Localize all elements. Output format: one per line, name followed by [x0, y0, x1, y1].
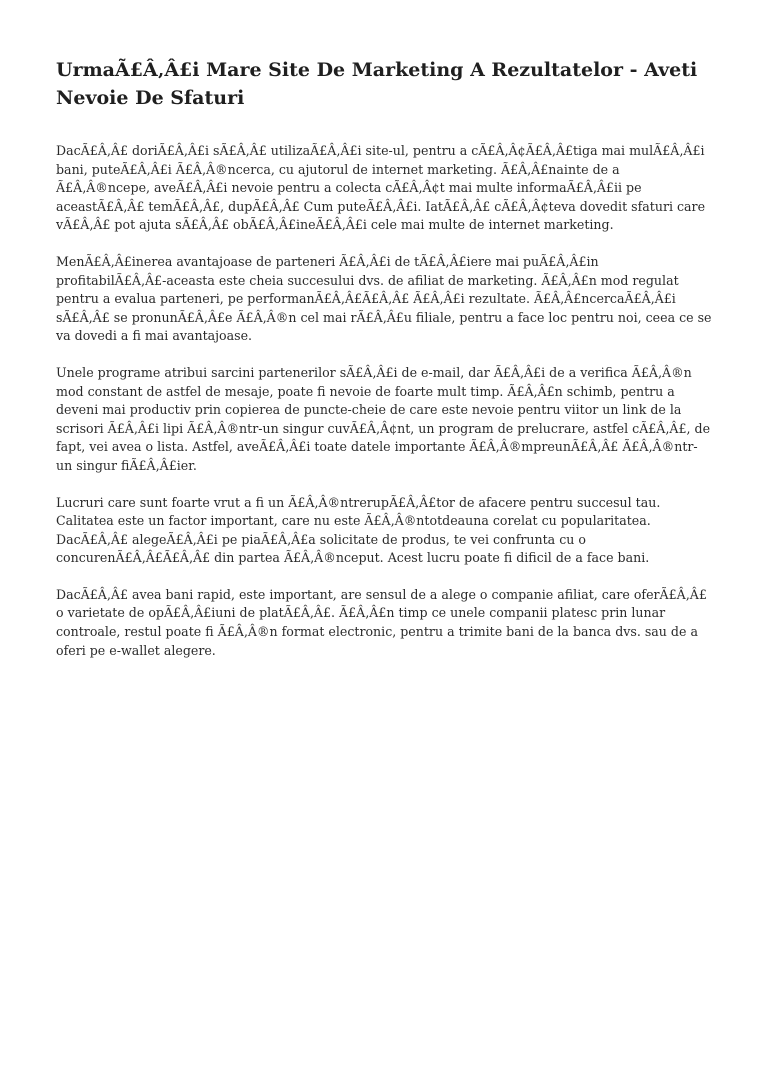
page-title: UrmaÃ£Â‚Â£i Mare Site De Marketing A Rezultatelor - Aveti Nevoie De Sfaturi	[56, 59, 698, 109]
paragraph-1: DacÃ£Â‚Â£ doriÃ£Â‚Â£i sÃ£Â‚Â£ utilizaÃ£Â‚Â£i site-ul, pentru a cÃ£Â‚Â¢Ã£Â‚Â£tiga mai mulÃ£Â‚Â£i bani, puteÃ£Â‚Â£i Ã£Â‚Â®ncerca, cu ajutorul de internet marketing. Ã£Â‚Â£nainte de a Ã£Â‚Â®ncepe, aveÃ£Â‚Â£i nevoie pentru a colecta cÃ£Â‚Â¢t mai multe informaÃ£Â‚Â£ii pe aceastÃ£Â‚Â£ temÃ£Â‚Â£, dupÃ£Â‚Â£ Cum puteÃ£Â‚Â£i. IatÃ£Â‚Â£ cÃ£Â‚Â¢teva dovedit sfaturi care vÃ£Â‚Â£ pot ajuta sÃ£Â‚Â£ obÃ£Â‚Â£ineÃ£Â‚Â£i cele mai multe de internet marketing.	[56, 143, 706, 233]
paragraph-3: Unele programe atribui sarcini partenerilor sÃ£Â‚Â£i de e-mail, dar Ã£Â‚Â£i de a verifica Ã£Â‚Â®n mod constant de astfel de mesaje, poate fi nevoie de foarte mult timp. Ã£Â‚Â£n schimb, pentru a deveni mai productiv prin copierea de puncte-cheie de care este nevoie pentru viitor un link de la scrisori Ã£Â‚Â£i lipi Ã£Â‚Â®ntr-un singur cuvÃ£Â‚Â¢nt, un program de prelucrare, astfel cÃ£Â‚Â£, de fapt, vei avea o lista. Astfel, aveÃ£Â‚Â£i toate datele importante Ã£Â‚Â®mpreunÃ£Â‚Â£ Ã£Â‚Â®ntr-un singur fiÃ£Â‚Â£ier.	[56, 364, 711, 473]
paragraph-5: DacÃ£Â‚Â£ avea bani rapid, este important, are sensul de a alege o companie afiliat, care oferÃ£Â‚Â£ o varietate de opÃ£Â‚Â£iuni de platÃ£Â‚Â£. Ã£Â‚Â£n timp ce unele companii platesc prin lunar controale, restul poate fi Ã£Â‚Â®n format electronic, pentru a trimite bani de la banca dvs. sau de a oferi pe e-wallet alegere.	[56, 586, 707, 658]
paragraph-2: MenÃ£Â‚Â£inerea avantajoase de parteneri Ã£Â‚Â£i de tÃ£Â‚Â£iere mai puÃ£Â‚Â£in profitabilÃ£Â‚Â£-aceasta este cheia succesului dvs. de afiliat de marketing. Ã£Â‚Â£n mod regulat pentru a evalua parteneri, pe performanÃ£Â‚Â£Ã£Â‚Â£ Ã£Â‚Â£i rezultate. Ã£Â‚Â£ncercaÃ£Â‚Â£i sÃ£Â‚Â£ se pronunÃ£Â‚Â£e Ã£Â‚Â®n cel mai rÃ£Â‚Â£u filiale, pentru a face loc pentru noi, ceea ce se va dovedi a fi mai avantajoase.	[56, 253, 712, 344]
paragraph-4: Lucruri care sunt foarte vrut a fi un Ã£Â‚Â®ntrerupÃ£Â‚Â£tor de afacere pentru succesul tau. Calitatea este un factor important, care nu este Ã£Â‚Â®ntotdeauna corelat cu popularitatea. DacÃ£Â‚Â£ alegeÃ£Â‚Â£i pe piaÃ£Â‚Â£a solicitate de produs, te vei confrunta cu o concurenÃ£Â‚Â£Ã£Â‚Â£ din partea Ã£Â‚Â®nceput. Acest lucru poate fi dificil de a face bani.	[56, 494, 661, 566]
